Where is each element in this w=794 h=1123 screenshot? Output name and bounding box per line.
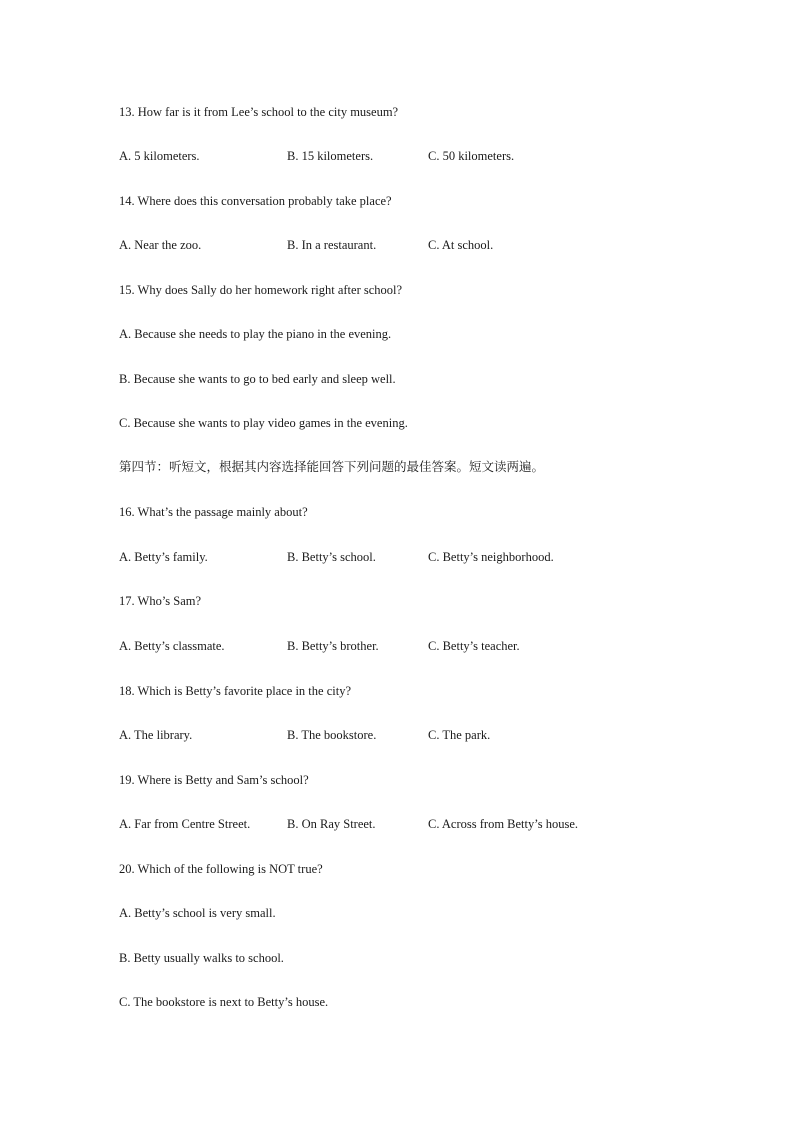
- option-15-c: C. Because she wants to play video games in the evening.: [119, 416, 408, 430]
- question-17: 17. Who’s Sam?: [119, 594, 202, 608]
- option-13-b: B. 15 kilometers.: [287, 149, 374, 163]
- option-20-a: A. Betty’s school is very small.: [119, 906, 276, 920]
- option-20-c: C. The bookstore is next to Betty’s house.: [119, 995, 329, 1009]
- question-18-options: [119, 727, 719, 743]
- option-17-a: A. Betty’s classmate.: [119, 639, 225, 653]
- section-4-heading: 第四节：听短文，根据其内容选择能回答下列问题的最佳答案。短文读两遍。: [119, 459, 545, 474]
- question-19-options: [119, 816, 719, 832]
- option-18-c: C. The park.: [428, 728, 491, 742]
- question-19: 19. Where is Betty and Sam’s school?: [119, 773, 309, 787]
- option-14-c: C. At school.: [428, 238, 494, 252]
- option-17-c: C. Betty’s teacher.: [428, 639, 520, 653]
- option-14-b: B. In a restaurant.: [287, 238, 377, 252]
- option-17-b: B. Betty’s brother.: [287, 639, 379, 653]
- option-16-c: C. Betty’s neighborhood.: [428, 550, 554, 564]
- option-13-a: A. 5 kilometers.: [119, 149, 200, 163]
- option-16-a: A. Betty’s family.: [119, 550, 208, 564]
- question-16: 16. What’s the passage mainly about?: [119, 505, 308, 519]
- question-14: 14. Where does this conversation probably take place?: [119, 194, 392, 208]
- question-16-options: [119, 549, 719, 565]
- question-14-options: [119, 237, 719, 253]
- option-15-a: A. Because she needs to play the piano in the evening.: [119, 327, 392, 341]
- option-19-a: A. Far from Centre Street.: [119, 817, 251, 831]
- option-18-a: A. The library.: [119, 728, 193, 742]
- option-16-b: B. Betty’s school.: [287, 550, 376, 564]
- option-13-c: C. 50 kilometers.: [428, 149, 515, 163]
- option-20-b: B. Betty usually walks to school.: [119, 951, 284, 965]
- option-14-a: A. Near the zoo.: [119, 238, 202, 252]
- option-15-b: B. Because she wants to go to bed early and sleep well.: [119, 372, 396, 386]
- question-15: 15. Why does Sally do her homework right after school?: [119, 283, 403, 297]
- question-13-options: [119, 148, 719, 164]
- option-18-b: B. The bookstore.: [287, 728, 377, 742]
- question-13: 13. How far is it from Lee’s school to the city museum?: [119, 105, 399, 119]
- question-18: 18. Which is Betty’s favorite place in the city?: [119, 684, 351, 698]
- question-17-options: [119, 638, 719, 654]
- option-19-b: B. On Ray Street.: [287, 817, 376, 831]
- question-20: 20. Which of the following is NOT true?: [119, 862, 323, 876]
- option-19-c: C. Across from Betty’s house.: [428, 817, 578, 831]
